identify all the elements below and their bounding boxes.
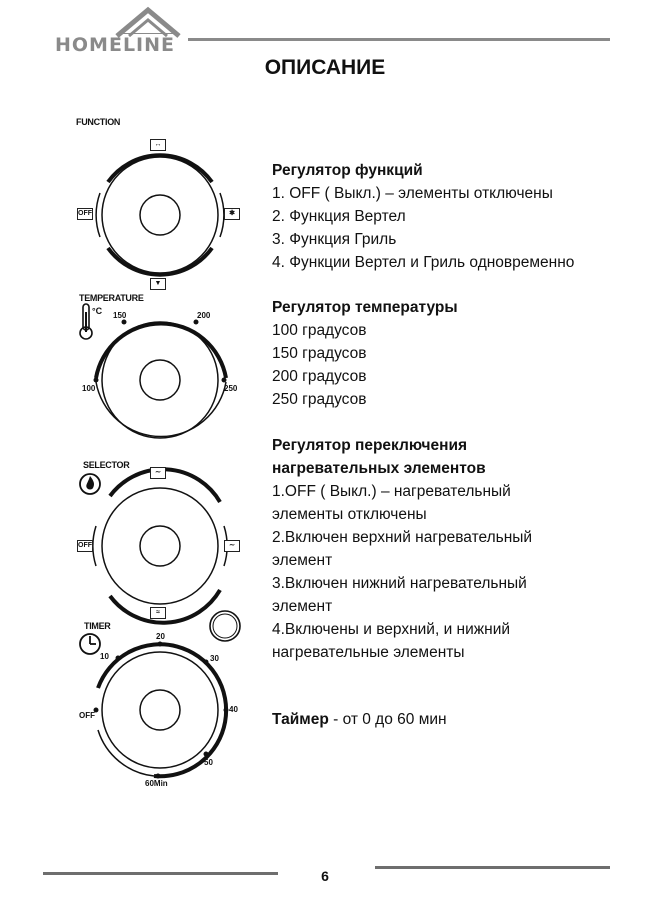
grill-icon: ✱ — [224, 208, 240, 220]
selector-heading-line-1: Регулятор переключения — [272, 437, 468, 454]
selector-line-8: нагревательные элементы — [272, 644, 465, 661]
header-rule — [188, 38, 610, 41]
top-heater-icon: ∼ — [150, 467, 166, 479]
temperature-line-4: 250 градусов — [272, 391, 367, 408]
selector-line-3: 2.Включен верхний нагревательный — [272, 529, 533, 546]
timer-dial — [70, 630, 250, 790]
timer-tick-60min: 60Min — [145, 779, 168, 788]
temperature-section — [272, 296, 458, 411]
timer-text: - от 0 до 60 мин — [328, 711, 447, 728]
function-section — [272, 159, 574, 274]
temperature-line-2: 150 градусов — [272, 345, 367, 362]
timer-tick-50: 50 — [204, 758, 213, 767]
function-line-1: 1. OFF ( Выкл.) – элементы отключены — [272, 185, 553, 202]
selector-line-7: 4.Включены и верхний, и нижний — [272, 621, 511, 638]
temperature-dial-label: TEMPERATURE — [79, 293, 144, 303]
timer-tick-10: 10 — [100, 652, 109, 661]
temperature-dial — [70, 300, 250, 470]
temperature-heading: Регулятор температуры — [272, 299, 458, 316]
function-dial-label: FUNCTION — [76, 117, 121, 127]
temperature-tick-100: 100 — [82, 384, 96, 393]
function-heading: Регулятор функций — [272, 162, 423, 179]
timer-off-label: OFF — [79, 711, 95, 720]
temperature-tick-200: 200 — [197, 311, 211, 320]
page-title: ОПИСАНИЕ — [264, 56, 386, 79]
rotisserie-grill-icon: ▼ — [150, 278, 166, 290]
temperature-line-1: 100 градусов — [272, 322, 367, 339]
timer-dial-label: TIMER — [84, 621, 111, 631]
selector-line-6: элемент — [272, 598, 333, 615]
timer-heading: Таймер — [272, 711, 329, 728]
selector-line-4: элемент — [272, 552, 333, 569]
timer-section — [272, 708, 447, 731]
timer-tick-30: 30 — [210, 654, 219, 663]
timer-tick-20: 20 — [156, 632, 165, 641]
selector-line-1: 1.OFF ( Выкл.) – нагревательный — [272, 483, 511, 500]
selector-line-2: элементы отключены — [272, 506, 427, 523]
brand-logo — [55, 6, 180, 56]
temperature-tick-150: 150 — [113, 311, 127, 320]
timer-tick-40: 40 — [229, 705, 238, 714]
temperature-line-3: 200 градусов — [272, 368, 367, 385]
function-line-2: 2. Функция Вертел — [272, 208, 406, 225]
function-off-label: OFF — [77, 208, 93, 220]
both-heaters-icon: ≈ — [150, 607, 166, 619]
selector-line-5: 3.Включен нижний нагревательный — [272, 575, 527, 592]
temperature-unit: °C — [92, 306, 103, 316]
selector-section — [272, 434, 532, 664]
page-number: 6 — [321, 868, 329, 884]
function-line-3: 3. Функция Гриль — [272, 231, 397, 248]
selector-heading-line-2: нагревательных элементов — [272, 460, 486, 477]
selector-off-label: OFF — [77, 540, 93, 552]
rotisserie-icon: ↔ — [150, 139, 166, 151]
brand-name: HOMELINE — [55, 34, 176, 56]
bottom-heater-icon: ∼ — [224, 540, 240, 552]
function-line-4: 4. Функции Вертел и Гриль одновременно — [272, 254, 575, 271]
function-dial — [70, 135, 250, 295]
selector-dial-label: SELECTOR — [83, 460, 130, 470]
temperature-tick-250: 250 — [224, 384, 238, 393]
